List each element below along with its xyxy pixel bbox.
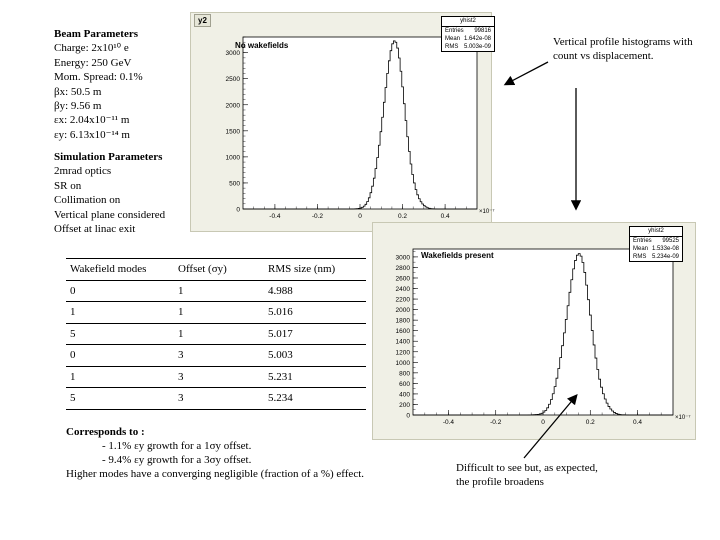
stats-box-top: yhist2 Entries 99816 Mean 1.642e-08 RMS 5.003e-09 (441, 16, 495, 52)
stats-entries: 99816 (474, 28, 491, 34)
cell: 5.016 (264, 302, 366, 324)
betay-text: βy: 9.56 m (54, 100, 102, 113)
summary-line-1: - 1.1% εy growth for a 1σy offset. (102, 440, 252, 452)
cell: 1 (66, 302, 174, 324)
epsy-text: εy: 6.13x10⁻¹⁴ m (54, 128, 130, 141)
y-tick-label: 0 (406, 412, 410, 420)
cell: 5 (66, 323, 174, 345)
annotation-top: Vertical profile histograms with count vs displacement. (553, 36, 693, 62)
y-tick-label: 3000 (395, 254, 410, 262)
header-rms-size: RMS size (nm) (264, 259, 366, 281)
x-exponent-label: ×10⁻⁷ (479, 209, 495, 215)
y-tick-label: 600 (399, 380, 410, 388)
cell: 1 (66, 366, 174, 388)
cell: 1 (174, 302, 264, 324)
plot-label-wakefields-present: Wakefields present (421, 251, 494, 260)
x-tick-label: -0.4 (269, 213, 281, 220)
energy-text: Energy: 250 GeV (54, 56, 132, 69)
stats-rms: 5.003e-09 (463, 44, 491, 50)
y-tick-label: 1000 (395, 359, 410, 367)
stats-box-bottom: yhist2 Entries 99525 Mean 1.533e-08 RMS 5.234e-09 (629, 226, 683, 262)
y-tick-label: 2400 (395, 286, 410, 294)
beam-parameters-title: Beam Parameters (54, 28, 138, 40)
y-tick-label: 2000 (225, 102, 240, 110)
x-tick-label: 0.4 (633, 419, 643, 426)
y-tick-label: 2500 (225, 76, 240, 84)
cell: 4.988 (264, 280, 366, 302)
spread-text: Mom. Spread: 0.1% (54, 71, 143, 84)
sim-line-3: Collimation on (54, 194, 121, 207)
x-tick-label: -0.4 (442, 419, 455, 426)
cell: 3 (174, 366, 264, 388)
sim-line-5: Offset at linac exit (54, 223, 136, 236)
stats-mean: 1.642e-08 (463, 36, 491, 42)
cell: 5.017 (264, 323, 366, 345)
summary-title: Corresponds to : (66, 426, 145, 438)
y-tick-label: 500 (229, 180, 240, 188)
y-tick-label: 800 (399, 370, 410, 378)
cell: 5.231 (264, 366, 366, 388)
y-tick-label: 2600 (395, 275, 410, 283)
x-tick-label: 0.4 (440, 213, 450, 220)
cell: 5 (66, 388, 174, 410)
x-tick-label: 0 (541, 419, 545, 426)
cell: 0 (66, 280, 174, 302)
header-offset: Offset (σy) (174, 259, 264, 281)
y-tick-label: 1500 (225, 128, 240, 136)
simulation-parameters-title: Simulation Parameters (54, 151, 163, 163)
y-tick-label: 1000 (225, 154, 240, 162)
arrow-to-top-histogram (506, 62, 548, 84)
cell: 5.234 (264, 388, 366, 410)
y-tick-label: 2800 (395, 264, 410, 272)
epsx-text: εx: 2.04x10⁻¹¹ m (54, 114, 130, 127)
y-tick-label: 1200 (395, 349, 410, 357)
sim-line-4: Vertical plane considered (54, 208, 166, 221)
summary-line-3: Higher modes have a converging negligible (fraction of a %) effect. (66, 468, 365, 480)
y-tick-label: 2200 (395, 296, 410, 304)
cell: 5.003 (264, 345, 366, 367)
arrow-to-broadened-peak (524, 396, 576, 458)
y-tick-label: 1600 (395, 328, 410, 336)
x-exponent-label: ×10⁻⁷ (675, 415, 691, 421)
x-tick-label: 0.2 (585, 419, 595, 426)
x-tick-label: -0.2 (311, 213, 324, 220)
x-tick-label: 0.2 (398, 213, 408, 220)
y-tick-label: 3000 (225, 50, 240, 58)
y-tick-label: 2000 (395, 307, 410, 315)
y-tick-label: 0 (236, 206, 240, 214)
cell: 0 (66, 345, 174, 367)
y-tick-label: 1400 (395, 338, 410, 346)
y-tick-label: 200 (399, 401, 410, 409)
stats-rms: 5.234e-09 (651, 254, 679, 260)
header-wakefield-modes: Wakefield modes (66, 259, 174, 281)
x-tick-label: 0 (358, 213, 362, 220)
plot-label-no-wakefields: No wakefields (235, 41, 289, 50)
stats-entries: 99525 (662, 238, 679, 244)
cell: 1 (174, 323, 264, 345)
stats-mean: 1.533e-08 (651, 246, 679, 252)
cell: 3 (174, 388, 264, 410)
charge-text: Charge: 2x10¹⁰ e (54, 42, 129, 55)
annotation-bottom: Difficult to see but, as expected, the profile broadens (456, 462, 598, 488)
summary-line-2: - 9.4% εy growth for a 3σy offset. (102, 454, 252, 466)
plot-tag-y2: y2 (194, 14, 211, 27)
stats-name: yhist2 (630, 227, 682, 237)
cell: 3 (174, 345, 264, 367)
sim-line-1: 2mrad optics (54, 165, 112, 178)
x-tick-label: -0.2 (490, 419, 502, 426)
betax-text: βx: 50.5 m (54, 85, 102, 98)
sim-line-2: SR on (54, 179, 82, 192)
y-tick-label: 1800 (395, 317, 410, 325)
cell: 1 (174, 280, 264, 302)
stats-name: yhist2 (442, 17, 494, 27)
y-tick-label: 400 (399, 391, 410, 399)
